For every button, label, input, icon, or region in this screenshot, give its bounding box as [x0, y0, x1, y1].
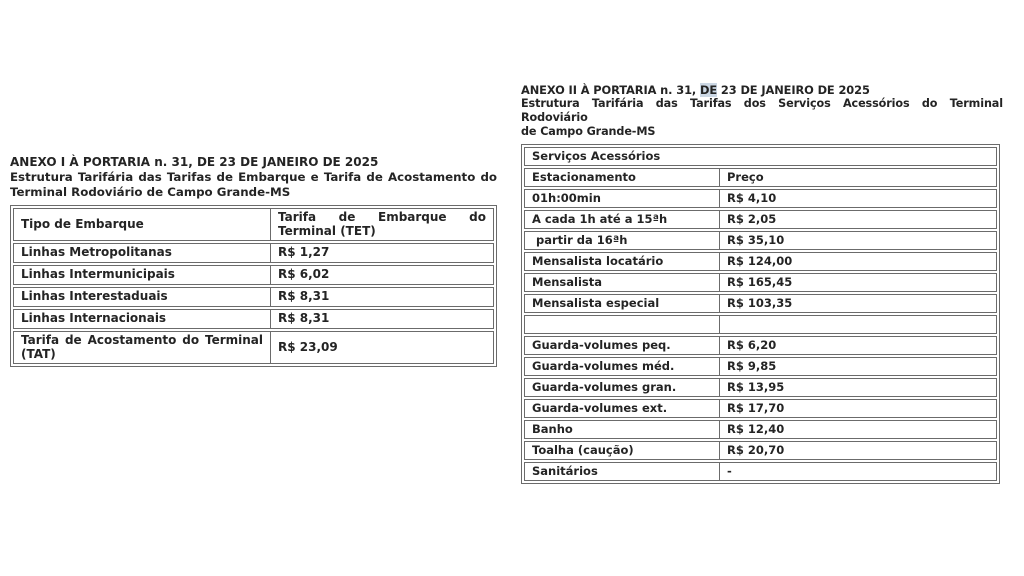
row-value-cell: R$ 4,10 [727, 191, 777, 205]
column-header-tarifa-tet: Tarifa de Embarque do Terminal (TET) [278, 210, 486, 238]
row-label-cell: Mensalista [525, 274, 720, 291]
anexo-1-title: ANEXO I À PORTARIA n. 31, DE 23 DE JANEIRO DE 2025 [10, 155, 379, 169]
table-row [524, 273, 997, 292]
row-value-cell: R$ 6,20 [727, 337, 777, 352]
row-value-cell: R$ 17,70 [727, 400, 785, 415]
table-row [524, 399, 997, 418]
row-value-cell [720, 316, 996, 333]
table-row [524, 420, 997, 439]
row-value-cell: R$ 13,95 [727, 379, 785, 394]
table-row [524, 378, 997, 397]
anexo-2-subtitle-line-1: Estrutura Tarifária das Tarifas dos Serviços Acessórios do Terminal Rodoviário [521, 97, 1003, 124]
row-label-cell: Linhas Intermunicipais [14, 266, 271, 284]
table-row [524, 357, 997, 376]
merged-header-servicos-acessorios: Serviços Acessórios [532, 149, 661, 163]
anexo-2-table [521, 144, 1000, 484]
row-value-cell: R$ 2,05 [727, 212, 777, 226]
row-label-cell [525, 316, 720, 333]
row-label-cell: Linhas Metropolitanas [14, 244, 271, 262]
row-label-cell: Guarda-volumes ext. [525, 400, 720, 417]
row-value-cell: R$ 1,27 [278, 245, 330, 260]
column-header-tipo-de-embarque: Tipo de Embarque [14, 209, 271, 240]
anexo-1-subtitle-line-1: Estrutura Tarifária das Tarifas de Embarque e Tarifa de Acostamento do [10, 170, 497, 184]
row-label-cell: Sanitários [525, 463, 720, 480]
row-value-cell: R$ 9,85 [727, 358, 777, 373]
table-row [13, 265, 494, 285]
anexo-2-title-prefix: ANEXO II À PORTARIA n. 31, [521, 83, 701, 97]
table-row [524, 462, 997, 481]
anexo-2-section [521, 83, 1003, 484]
row-label-cell: Banho [525, 421, 720, 438]
column-header-preco: Preço [727, 170, 764, 184]
row-value-cell: R$ 165,45 [727, 275, 793, 289]
table-row [13, 309, 494, 329]
anexo-1-table [10, 205, 497, 367]
anexo-2-subtitle [521, 97, 1003, 139]
table-row [524, 441, 997, 460]
row-label-cell: A cada 1h até a 15ªh [525, 211, 720, 228]
table-row [524, 231, 997, 250]
row-label-cell: Guarda-volumes méd. [525, 358, 720, 375]
anexo-2-table-header-row [524, 168, 997, 187]
anexo-2-subtitle-line-2: de Campo Grande-MS [521, 125, 656, 138]
row-label-cell: Linhas Interestaduais [14, 288, 271, 306]
table-row [524, 210, 997, 229]
row-value-cell: R$ 12,40 [727, 421, 785, 436]
table-row-empty [524, 315, 997, 334]
table-row [524, 189, 997, 208]
row-value-cell: R$ 35,10 [727, 233, 785, 247]
anexo-1-subtitle [10, 170, 497, 200]
row-label-cell: Toalha (caução) [525, 442, 720, 459]
row-label-cell: Mensalista locatário [525, 253, 720, 270]
anexo-2-title-suffix: 23 DE JANEIRO DE 2025 [717, 83, 870, 97]
row-value-cell: - [727, 463, 732, 478]
row-value-cell: R$ 103,35 [727, 296, 793, 310]
row-label-cell: Tarifa de Acostamento do Terminal (TAT) [14, 332, 271, 363]
row-value-cell: R$ 6,02 [278, 267, 330, 282]
row-label-cell: Guarda-volumes gran. [525, 379, 720, 396]
row-label-cell: Mensalista especial [525, 295, 720, 312]
row-value-cell: R$ 8,31 [278, 311, 330, 326]
anexo-2-table-merged-header-row [524, 147, 997, 166]
table-row [13, 243, 494, 263]
table-row [524, 294, 997, 313]
anexo-2-title [521, 83, 1003, 97]
table-row [524, 336, 997, 355]
row-label-cell: partir da 16ªh [525, 232, 720, 249]
row-label-cell: 01h:00min [525, 190, 720, 207]
anexo-1-table-header-row [13, 208, 494, 241]
row-label-cell: Linhas Internacionais [14, 310, 271, 328]
row-value-cell: R$ 23,09 [278, 339, 338, 354]
column-header-estacionamento: Estacionamento [525, 169, 720, 186]
table-row [13, 287, 494, 307]
highlighted-text: DE [700, 83, 718, 97]
anexo-1-subtitle-line-2: Terminal Rodoviário de Campo Grande-MS [10, 185, 291, 199]
table-row [13, 331, 494, 364]
anexo-1-section [10, 155, 497, 367]
row-label-cell: Guarda-volumes peq. [525, 337, 720, 354]
row-value-cell: R$ 20,70 [727, 442, 785, 457]
row-value-cell: R$ 8,31 [278, 289, 330, 304]
table-row [524, 252, 997, 271]
row-value-cell: R$ 124,00 [727, 254, 793, 268]
